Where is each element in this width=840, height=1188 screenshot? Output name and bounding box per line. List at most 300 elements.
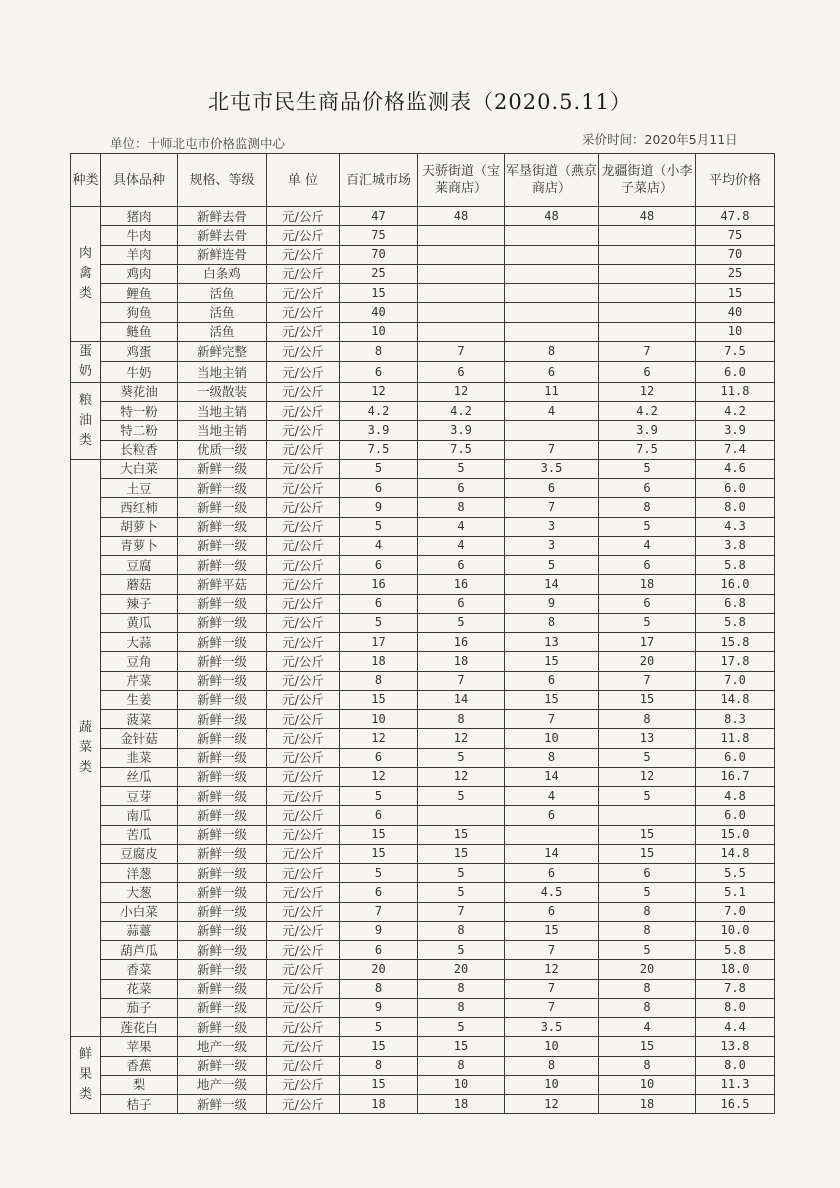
spec-cell: 新鲜一级	[178, 960, 267, 979]
average-price-cell: 75	[696, 226, 775, 245]
item-name-cell: 羊肉	[101, 245, 178, 264]
table-row	[71, 1037, 775, 1056]
market-2-price-cell: 14	[418, 690, 505, 709]
item-name-cell: 葵花油	[101, 382, 178, 401]
average-price-cell: 6.0	[696, 479, 775, 498]
market-4-price-cell: 8	[599, 921, 696, 940]
spec-cell: 新鲜一级	[178, 556, 267, 575]
unit-cell: 元/公斤	[267, 284, 340, 303]
market-3-price-cell: 6	[505, 479, 599, 498]
item-name-cell: 生姜	[101, 690, 178, 709]
market-2-price-cell: 5	[418, 883, 505, 902]
market-3-price-cell: 6	[505, 902, 599, 921]
table-row	[71, 767, 775, 786]
market-1-price-cell: 5	[340, 1018, 418, 1037]
unit-cell: 元/公斤	[267, 767, 340, 786]
unit-cell: 元/公斤	[267, 710, 340, 729]
unit-cell: 元/公斤	[267, 440, 340, 459]
average-price-cell: 8.3	[696, 710, 775, 729]
item-name-cell: 南瓜	[101, 806, 178, 825]
item-name-cell: 莲花白	[101, 1018, 178, 1037]
market-4-price-cell	[599, 226, 696, 245]
spec-cell: 新鲜一级	[178, 1018, 267, 1037]
table-row	[71, 284, 775, 303]
market-3-price-cell	[505, 322, 599, 341]
item-name-cell: 豆腐	[101, 556, 178, 575]
average-price-cell: 14.8	[696, 844, 775, 863]
market-4-price-cell: 7	[599, 341, 696, 362]
average-price-cell: 6.0	[696, 362, 775, 383]
market-4-price-cell: 15	[599, 690, 696, 709]
market-2-price-cell: 18	[418, 1095, 505, 1114]
market-2-price-cell: 12	[418, 729, 505, 748]
average-price-cell: 7.0	[696, 671, 775, 690]
unit-cell: 元/公斤	[267, 303, 340, 322]
table-row	[71, 671, 775, 690]
spec-cell: 新鲜一级	[178, 613, 267, 632]
unit-cell: 元/公斤	[267, 902, 340, 921]
market-4-price-cell: 8	[599, 498, 696, 517]
market-1-price-cell: 9	[340, 921, 418, 940]
table-row	[71, 1075, 775, 1094]
market-3-price-cell	[505, 245, 599, 264]
market-3-price-cell: 7	[505, 998, 599, 1017]
average-price-cell: 11.8	[696, 729, 775, 748]
market-2-price-cell: 6	[418, 556, 505, 575]
market-3-price-cell: 9	[505, 594, 599, 613]
table-row	[71, 536, 775, 555]
market-2-price-cell: 12	[418, 382, 505, 401]
market-1-price-cell: 9	[340, 498, 418, 517]
spec-cell: 新鲜完整	[178, 341, 267, 362]
market-3-price-cell	[505, 825, 599, 844]
header-unit: 单 位	[267, 154, 340, 207]
market-4-price-cell	[599, 806, 696, 825]
table-row	[71, 748, 775, 767]
unit-cell: 元/公斤	[267, 322, 340, 341]
market-2-price-cell: 16	[418, 633, 505, 652]
item-name-cell: 蘑菇	[101, 575, 178, 594]
unit-cell: 元/公斤	[267, 382, 340, 401]
average-price-cell: 15.0	[696, 825, 775, 844]
table-row	[71, 1095, 775, 1114]
market-2-price-cell: 8	[418, 710, 505, 729]
table-row	[71, 960, 775, 979]
unit-cell: 元/公斤	[267, 960, 340, 979]
spec-cell: 活鱼	[178, 322, 267, 341]
spec-cell: 新鲜去骨	[178, 226, 267, 245]
market-3-price-cell: 7	[505, 979, 599, 998]
average-price-cell: 15.8	[696, 633, 775, 652]
table-row	[71, 226, 775, 245]
market-2-price-cell: 7	[418, 671, 505, 690]
header-market-3: 军垦街道（燕京商店）	[505, 154, 599, 207]
table-row	[71, 264, 775, 283]
market-4-price-cell: 5	[599, 459, 696, 478]
spec-cell: 新鲜一级	[178, 1095, 267, 1114]
spec-cell: 新鲜一级	[178, 1056, 267, 1075]
category-label: 肉禽类	[78, 245, 92, 301]
market-1-price-cell: 15	[340, 1075, 418, 1094]
market-4-price-cell: 5	[599, 787, 696, 806]
market-3-price-cell	[505, 284, 599, 303]
market-1-price-cell: 6	[340, 556, 418, 575]
market-1-price-cell: 8	[340, 1056, 418, 1075]
market-2-price-cell: 5	[418, 864, 505, 883]
item-name-cell: 丝瓜	[101, 767, 178, 786]
item-name-cell: 洋葱	[101, 864, 178, 883]
table-row	[71, 825, 775, 844]
spec-cell: 新鲜一级	[178, 825, 267, 844]
market-1-price-cell: 16	[340, 575, 418, 594]
table-row	[71, 941, 775, 960]
average-price-cell: 17.8	[696, 652, 775, 671]
market-4-price-cell	[599, 264, 696, 283]
spec-cell: 新鲜一级	[178, 710, 267, 729]
spec-cell: 新鲜一级	[178, 748, 267, 767]
item-name-cell: 特二粉	[101, 421, 178, 440]
table-row	[71, 729, 775, 748]
header-market-2: 天骄街道（宝莱商店）	[418, 154, 505, 207]
market-3-price-cell: 3	[505, 517, 599, 536]
item-name-cell: 牛肉	[101, 226, 178, 245]
market-3-price-cell: 15	[505, 690, 599, 709]
market-1-price-cell: 12	[340, 729, 418, 748]
average-price-cell: 6.0	[696, 748, 775, 767]
market-3-price-cell: 12	[505, 960, 599, 979]
market-1-price-cell: 5	[340, 787, 418, 806]
market-1-price-cell: 12	[340, 382, 418, 401]
table-row	[71, 459, 775, 478]
market-1-price-cell: 4.2	[340, 402, 418, 421]
spec-cell: 新鲜一级	[178, 536, 267, 555]
market-2-price-cell	[418, 806, 505, 825]
table-row	[71, 245, 775, 264]
market-3-price-cell	[505, 421, 599, 440]
average-price-cell: 8.0	[696, 1056, 775, 1075]
spec-cell: 新鲜一级	[178, 864, 267, 883]
table-row	[71, 440, 775, 459]
market-3-price-cell	[505, 264, 599, 283]
unit-cell: 元/公斤	[267, 1075, 340, 1094]
item-name-cell: 狗鱼	[101, 303, 178, 322]
category-cell	[71, 341, 101, 382]
average-price-cell: 5.8	[696, 613, 775, 632]
spec-cell: 一级散装	[178, 382, 267, 401]
market-4-price-cell: 10	[599, 1075, 696, 1094]
unit-cell: 元/公斤	[267, 245, 340, 264]
item-name-cell: 小白菜	[101, 902, 178, 921]
unit-cell: 元/公斤	[267, 341, 340, 362]
table-row	[71, 1018, 775, 1037]
market-1-price-cell: 15	[340, 825, 418, 844]
table-row	[71, 594, 775, 613]
market-1-price-cell: 15	[340, 690, 418, 709]
market-4-price-cell: 17	[599, 633, 696, 652]
spec-cell: 新鲜一级	[178, 767, 267, 786]
market-4-price-cell: 8	[599, 902, 696, 921]
category-label: 蛋奶	[78, 343, 92, 379]
table-row	[71, 998, 775, 1017]
average-price-cell: 6.8	[696, 594, 775, 613]
market-2-price-cell: 10	[418, 1075, 505, 1094]
market-3-price-cell: 48	[505, 207, 599, 226]
average-price-cell: 10	[696, 322, 775, 341]
unit-cell: 元/公斤	[267, 556, 340, 575]
header-item: 具体品种	[101, 154, 178, 207]
average-price-cell: 8.0	[696, 498, 775, 517]
average-price-cell: 18.0	[696, 960, 775, 979]
market-1-price-cell: 3.9	[340, 421, 418, 440]
unit-cell: 元/公斤	[267, 825, 340, 844]
market-4-price-cell: 5	[599, 883, 696, 902]
market-1-price-cell: 8	[340, 341, 418, 362]
table-row	[71, 207, 775, 226]
unit-cell: 元/公斤	[267, 998, 340, 1017]
average-price-cell: 70	[696, 245, 775, 264]
market-1-price-cell: 5	[340, 864, 418, 883]
market-3-price-cell: 4	[505, 787, 599, 806]
item-name-cell: 大葱	[101, 883, 178, 902]
market-1-price-cell: 12	[340, 767, 418, 786]
market-3-price-cell: 8	[505, 1056, 599, 1075]
table-row	[71, 421, 775, 440]
market-3-price-cell: 6	[505, 362, 599, 383]
unit-cell: 元/公斤	[267, 652, 340, 671]
spec-cell: 新鲜一级	[178, 979, 267, 998]
category-cell	[71, 382, 101, 459]
average-price-cell: 6.0	[696, 806, 775, 825]
unit-cell: 元/公斤	[267, 633, 340, 652]
category-cell	[71, 1037, 101, 1114]
category-label: 鲜果类	[78, 1047, 92, 1103]
market-3-price-cell: 6	[505, 864, 599, 883]
market-4-price-cell: 5	[599, 613, 696, 632]
table-row	[71, 652, 775, 671]
market-4-price-cell: 12	[599, 767, 696, 786]
table-row	[71, 690, 775, 709]
market-2-price-cell	[418, 264, 505, 283]
market-4-price-cell: 8	[599, 998, 696, 1017]
spec-cell: 新鲜一级	[178, 459, 267, 478]
item-name-cell: 茄子	[101, 998, 178, 1017]
item-name-cell: 西红柿	[101, 498, 178, 517]
unit-cell: 元/公斤	[267, 402, 340, 421]
market-2-price-cell: 15	[418, 844, 505, 863]
unit-cell: 元/公斤	[267, 1018, 340, 1037]
average-price-cell: 16.5	[696, 1095, 775, 1114]
average-price-cell: 5.5	[696, 864, 775, 883]
unit-cell: 元/公斤	[267, 207, 340, 226]
market-3-price-cell: 13	[505, 633, 599, 652]
market-2-price-cell: 8	[418, 1056, 505, 1075]
market-3-price-cell	[505, 226, 599, 245]
unit-cell: 元/公斤	[267, 844, 340, 863]
item-name-cell: 鸡蛋	[101, 341, 178, 362]
market-3-price-cell: 10	[505, 1075, 599, 1094]
unit-cell: 元/公斤	[267, 517, 340, 536]
header-average: 平均价格	[696, 154, 775, 207]
spec-cell: 活鱼	[178, 303, 267, 322]
spec-cell: 地产一级	[178, 1075, 267, 1094]
market-3-price-cell: 3	[505, 536, 599, 555]
unit-cell: 元/公斤	[267, 421, 340, 440]
spec-cell: 新鲜一级	[178, 883, 267, 902]
market-3-price-cell: 7	[505, 498, 599, 517]
table-row	[71, 806, 775, 825]
unit-cell: 元/公斤	[267, 921, 340, 940]
unit-cell: 元/公斤	[267, 883, 340, 902]
item-name-cell: 苦瓜	[101, 825, 178, 844]
market-2-price-cell: 4	[418, 517, 505, 536]
item-name-cell: 桔子	[101, 1095, 178, 1114]
market-4-price-cell: 8	[599, 1056, 696, 1075]
table-row	[71, 382, 775, 401]
spec-cell: 活鱼	[178, 284, 267, 303]
market-1-price-cell: 6	[340, 362, 418, 383]
market-3-price-cell: 8	[505, 613, 599, 632]
market-1-price-cell: 6	[340, 806, 418, 825]
market-2-price-cell: 6	[418, 362, 505, 383]
market-3-price-cell: 14	[505, 575, 599, 594]
market-4-price-cell	[599, 284, 696, 303]
market-4-price-cell	[599, 322, 696, 341]
item-name-cell: 长粒香	[101, 440, 178, 459]
market-3-price-cell: 14	[505, 844, 599, 863]
market-2-price-cell	[418, 284, 505, 303]
item-name-cell: 香菜	[101, 960, 178, 979]
market-4-price-cell: 20	[599, 652, 696, 671]
average-price-cell: 4.2	[696, 402, 775, 421]
market-2-price-cell: 7	[418, 902, 505, 921]
market-4-price-cell: 15	[599, 1037, 696, 1056]
market-4-price-cell: 12	[599, 382, 696, 401]
market-1-price-cell: 15	[340, 844, 418, 863]
unit-cell: 元/公斤	[267, 459, 340, 478]
header-market-1: 百汇城市场	[340, 154, 418, 207]
item-name-cell: 豆角	[101, 652, 178, 671]
spec-cell: 优质一级	[178, 440, 267, 459]
category-label: 粮油类	[78, 392, 92, 448]
market-3-price-cell: 3.5	[505, 459, 599, 478]
market-1-price-cell: 10	[340, 710, 418, 729]
average-price-cell: 7.0	[696, 902, 775, 921]
unit-cell: 元/公斤	[267, 806, 340, 825]
unit-cell: 元/公斤	[267, 575, 340, 594]
spec-cell: 新鲜一级	[178, 921, 267, 940]
market-1-price-cell: 40	[340, 303, 418, 322]
market-1-price-cell: 4	[340, 536, 418, 555]
unit-cell: 元/公斤	[267, 362, 340, 383]
market-1-price-cell: 5	[340, 517, 418, 536]
table-row	[71, 633, 775, 652]
market-1-price-cell: 6	[340, 594, 418, 613]
market-4-price-cell: 13	[599, 729, 696, 748]
spec-cell: 新鲜一级	[178, 671, 267, 690]
spec-cell: 新鲜去骨	[178, 207, 267, 226]
spec-cell: 新鲜一级	[178, 479, 267, 498]
table-row	[71, 341, 775, 362]
market-4-price-cell: 7	[599, 671, 696, 690]
market-2-price-cell	[418, 245, 505, 264]
header-market-4: 龙疆街道（小李子菜店）	[599, 154, 696, 207]
average-price-cell: 16.7	[696, 767, 775, 786]
item-name-cell: 大蒜	[101, 633, 178, 652]
table-body	[71, 207, 775, 1114]
spec-cell: 新鲜连骨	[178, 245, 267, 264]
market-1-price-cell: 6	[340, 479, 418, 498]
unit-cell: 元/公斤	[267, 941, 340, 960]
market-2-price-cell: 5	[418, 613, 505, 632]
spec-cell: 新鲜一级	[178, 941, 267, 960]
market-2-price-cell: 16	[418, 575, 505, 594]
market-1-price-cell: 6	[340, 941, 418, 960]
market-1-price-cell: 9	[340, 998, 418, 1017]
market-1-price-cell: 7	[340, 902, 418, 921]
market-3-price-cell: 7	[505, 440, 599, 459]
market-4-price-cell: 20	[599, 960, 696, 979]
table-row	[71, 322, 775, 341]
market-3-price-cell: 14	[505, 767, 599, 786]
item-name-cell: 特一粉	[101, 402, 178, 421]
market-1-price-cell: 17	[340, 633, 418, 652]
market-2-price-cell: 5	[418, 941, 505, 960]
market-1-price-cell: 15	[340, 1037, 418, 1056]
market-1-price-cell: 25	[340, 264, 418, 283]
table-row	[71, 979, 775, 998]
market-2-price-cell: 12	[418, 767, 505, 786]
item-name-cell: 芹菜	[101, 671, 178, 690]
average-price-cell: 4.6	[696, 459, 775, 478]
price-table	[70, 153, 775, 1114]
market-4-price-cell	[599, 303, 696, 322]
item-name-cell: 菠菜	[101, 710, 178, 729]
market-4-price-cell: 48	[599, 207, 696, 226]
average-price-cell: 47.8	[696, 207, 775, 226]
market-2-price-cell: 18	[418, 652, 505, 671]
spec-cell: 新鲜一级	[178, 998, 267, 1017]
unit-cell: 元/公斤	[267, 1056, 340, 1075]
item-name-cell: 猪肉	[101, 207, 178, 226]
market-4-price-cell: 18	[599, 575, 696, 594]
item-name-cell: 青萝卜	[101, 536, 178, 555]
market-3-price-cell: 7	[505, 941, 599, 960]
spec-cell: 新鲜一级	[178, 652, 267, 671]
item-name-cell: 梨	[101, 1075, 178, 1094]
average-price-cell: 8.0	[696, 998, 775, 1017]
market-4-price-cell: 4	[599, 536, 696, 555]
average-price-cell: 11.8	[696, 382, 775, 401]
market-1-price-cell: 6	[340, 748, 418, 767]
item-name-cell: 鸡肉	[101, 264, 178, 283]
item-name-cell: 花菜	[101, 979, 178, 998]
market-3-price-cell: 4	[505, 402, 599, 421]
market-4-price-cell: 7.5	[599, 440, 696, 459]
market-1-price-cell: 8	[340, 671, 418, 690]
spec-cell: 新鲜一级	[178, 594, 267, 613]
average-price-cell: 4.4	[696, 1018, 775, 1037]
spec-cell: 新鲜一级	[178, 690, 267, 709]
spec-cell: 当地主销	[178, 421, 267, 440]
spec-cell: 新鲜一级	[178, 787, 267, 806]
market-2-price-cell: 7.5	[418, 440, 505, 459]
spec-cell: 新鲜一级	[178, 633, 267, 652]
average-price-cell: 13.8	[696, 1037, 775, 1056]
item-name-cell: 鲢鱼	[101, 322, 178, 341]
market-4-price-cell: 8	[599, 979, 696, 998]
spec-cell: 新鲜一级	[178, 844, 267, 863]
market-4-price-cell: 5	[599, 517, 696, 536]
